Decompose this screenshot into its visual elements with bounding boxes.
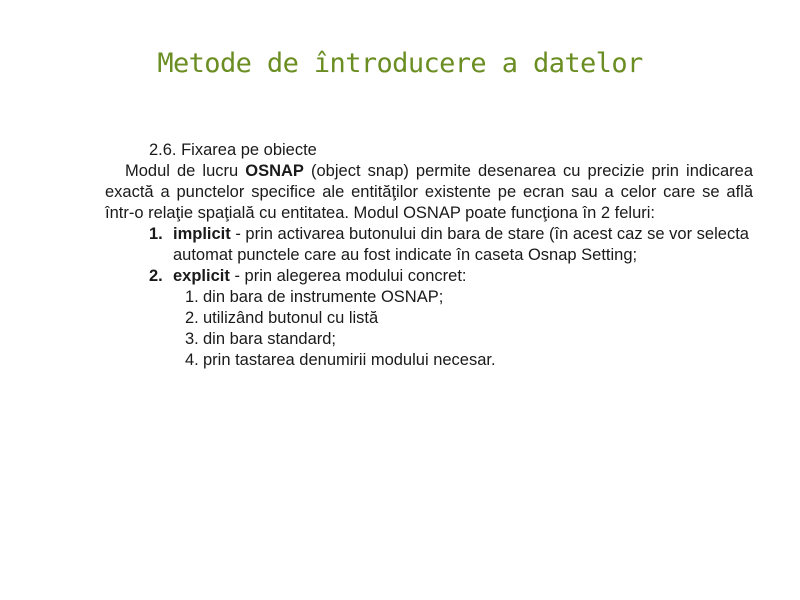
intro-paragraph [105, 161, 753, 224]
sublist-item-number: 2. [185, 309, 199, 327]
slide-title: Metode de întroducere a datelor [157, 48, 643, 79]
sublist-item [105, 350, 753, 371]
list-item-implicit [105, 224, 753, 266]
list-item-explicit [105, 266, 753, 287]
sublist-item-text: utilizând butonul cu listă [203, 309, 379, 327]
slide-body [105, 140, 753, 371]
list-item-text: - prin alegerea modului concret: [229, 267, 467, 285]
sublist-item-text: din bara de instrumente OSNAP; [203, 288, 444, 306]
intro-text-after: (object snap) permite desenarea cu precizie prin indicarea exactă a punctelor specifice ale entităţilor existente pe ecran sau a celor care se află într-o relaţie spaţială cu entitatea. Modul OSNAP poate funcţiona în 2 feluri: [105, 162, 753, 222]
sublist-item [105, 287, 753, 308]
sublist-item [105, 308, 753, 329]
intro-bold-term: OSNAP [245, 162, 304, 180]
sublist-item-number: 1. [185, 288, 199, 306]
list-item-number: 1. [149, 225, 163, 243]
list-item-number: 2. [149, 267, 163, 285]
sublist-item [105, 329, 753, 350]
list-item-text: - prin activarea butonului din bara de stare (în acest caz se vor selecta automat punctele care au fost indicate în caseta Osnap Setting; [173, 225, 749, 264]
sublist-item-text: din bara standard; [203, 330, 337, 348]
list-item-term: explicit [173, 267, 230, 285]
intro-text-before: Modul de lucru [125, 162, 246, 180]
sublist-item-number: 4. [185, 351, 199, 369]
sublist-item-number: 3. [185, 330, 199, 348]
list-item-term: implicit [173, 225, 231, 243]
section-heading: 2.6. Fixarea pe obiecte [149, 141, 317, 159]
sublist-item-text: prin tastarea denumirii modului necesar. [203, 351, 496, 369]
